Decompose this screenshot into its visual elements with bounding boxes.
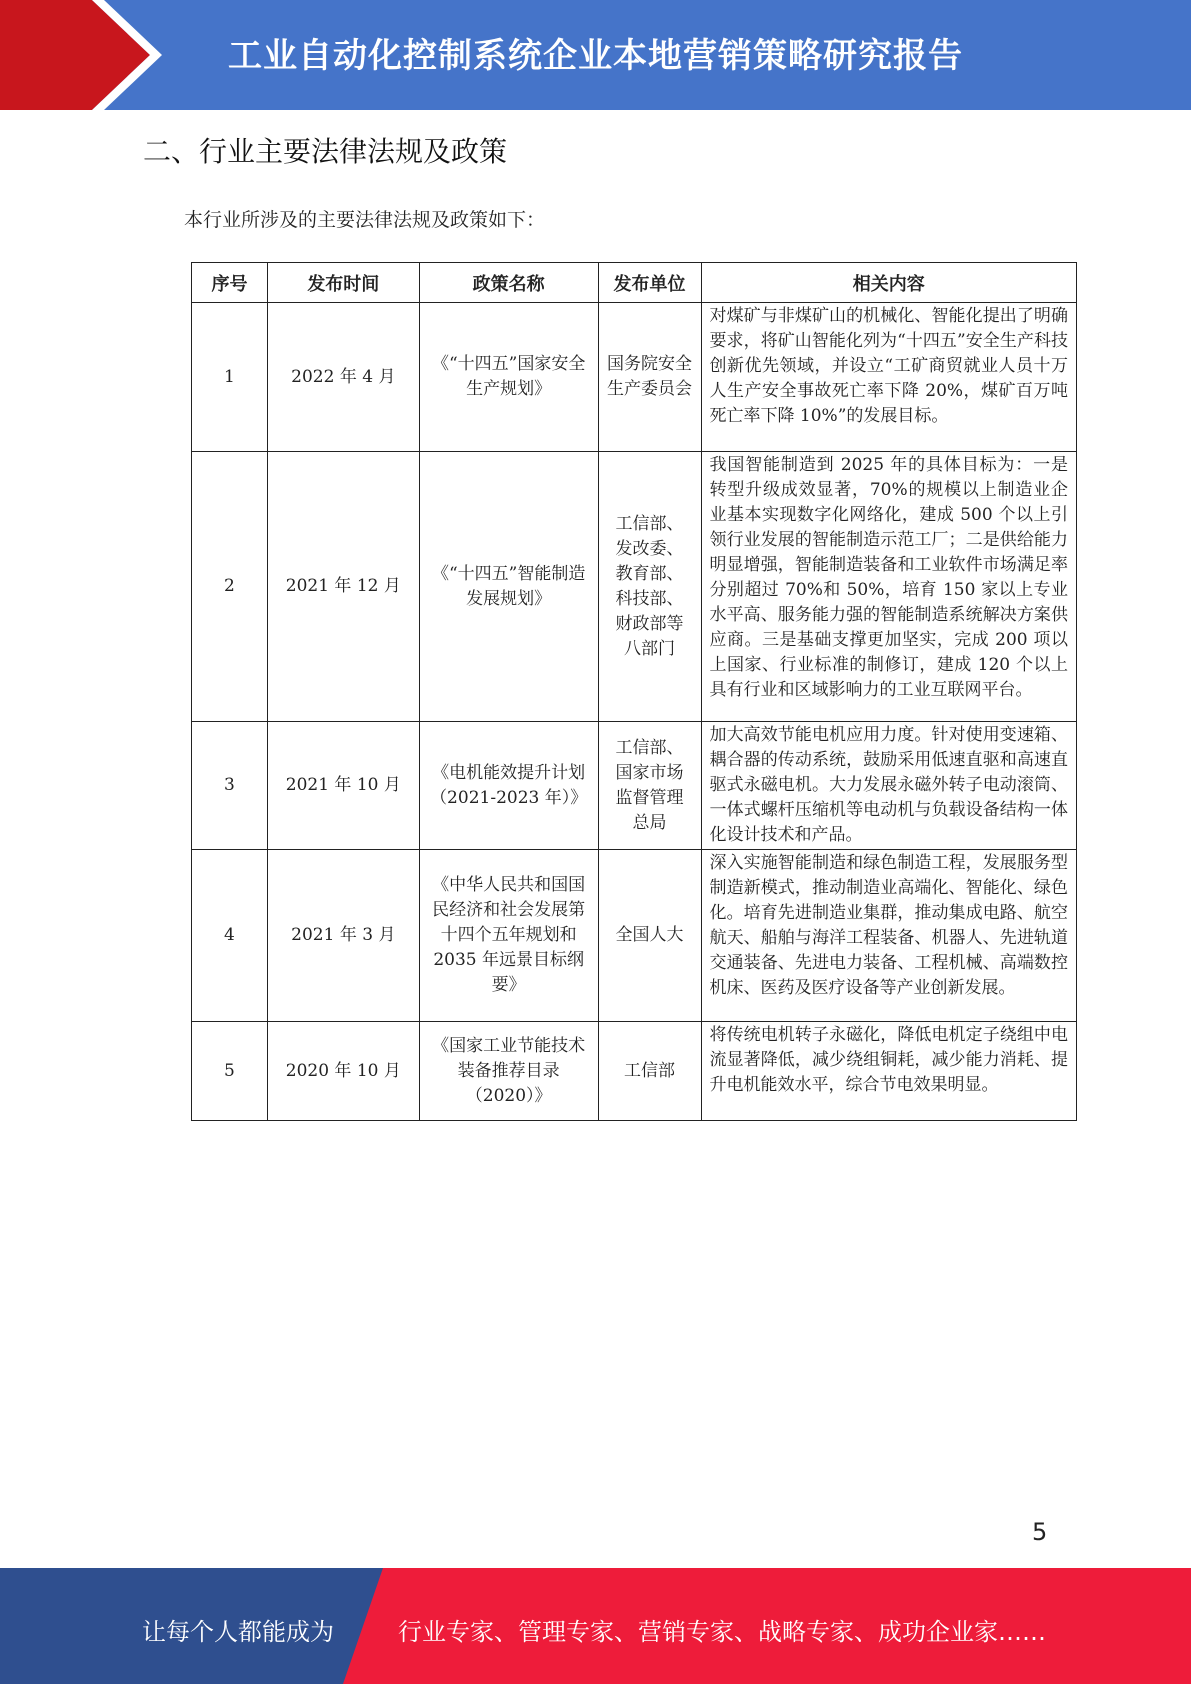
cell-no: 5 bbox=[192, 1022, 268, 1121]
cell-date: 2021 年 3 月 bbox=[267, 850, 419, 1022]
cell-issuer: 国务院安全生产委员会 bbox=[598, 303, 701, 452]
cell-issuer: 工信部 bbox=[598, 1022, 701, 1121]
cell-content: 将传统电机转子永磁化，降低电机定子绕组中电流显著降低，减少绕组铜耗，减少能力消耗、提升电机能效水平，综合节电效果明显。 bbox=[701, 1022, 1077, 1121]
cell-content: 深入实施智能制造和绿色制造工程，发展服务型制造新模式，推动制造业高端化、智能化、绿色化。培育先进制造业集群，推动集成电路、航空航天、船舶与海洋工程装备、机器人、先进轨道交通装备、先进电力装备、工程机械、高端数控机床、医药及医疗设备等产业创新发展。 bbox=[701, 850, 1077, 1022]
table-header-row bbox=[192, 263, 1077, 303]
header-chevron-graphic bbox=[0, 0, 170, 110]
footer-slogan-right: 行业专家、管理专家、营销专家、战略专家、成功企业家…… bbox=[398, 1618, 1046, 1646]
table-row bbox=[192, 303, 1077, 452]
header-no: 序号 bbox=[192, 263, 268, 303]
cell-name: 《电机能效提升计划（2021-2023 年）》 bbox=[419, 722, 598, 850]
table-row bbox=[192, 452, 1077, 722]
header-name: 政策名称 bbox=[419, 263, 598, 303]
header-content: 相关内容 bbox=[701, 263, 1077, 303]
policy-table bbox=[191, 262, 1077, 1121]
header-date: 发布时间 bbox=[267, 263, 419, 303]
table-row bbox=[192, 850, 1077, 1022]
page-footer bbox=[0, 1568, 1191, 1684]
section-title: 二、行业主要法律法规及政策 bbox=[143, 135, 508, 168]
cell-date: 2021 年 12 月 bbox=[267, 452, 419, 722]
cell-content: 加大高效节能电机应用力度。针对使用变速箱、耦合器的传动系统，鼓励采用低速直驱和高速直驱式永磁电机。大力发展永磁外转子电动滚筒、一体式螺杆压缩机等电动机与负载设备结构一体化设计技术和产品。 bbox=[701, 722, 1077, 850]
page-header bbox=[0, 0, 1191, 110]
cell-date: 2021 年 10 月 bbox=[267, 722, 419, 850]
cell-issuer: 全国人大 bbox=[598, 850, 701, 1022]
cell-date: 2022 年 4 月 bbox=[267, 303, 419, 452]
cell-no: 1 bbox=[192, 303, 268, 452]
page-number: 5 bbox=[1032, 1518, 1048, 1546]
section-intro: 本行业所涉及的主要法律法规及政策如下： bbox=[184, 209, 546, 231]
cell-no: 2 bbox=[192, 452, 268, 722]
cell-content: 我国智能制造到 2025 年的具体目标为：一是转型升级成效显著，70%的规模以上制造业企业基本实现数字化网络化，建成 500 个以上引领行业发展的智能制造示范工厂；二是供给能力明显增强，智能制造装备和工业软件市场满足率分别超过 70%和 50%，培育 150 家以上专业水平高、服务能力强的智能制造系统解决方案供应商。三是基础支撑更加坚实，完成 200 项以上国家、行业标准的制修订，建成 120 个以上具有行业和区域影响力的工业互联网平台。 bbox=[701, 452, 1077, 722]
cell-issuer: 工信部、 发改委、 教育部、 科技部、 财政部等 八部门 bbox=[598, 452, 701, 722]
cell-no: 4 bbox=[192, 850, 268, 1022]
cell-no: 3 bbox=[192, 722, 268, 850]
cell-name: 《国家工业节能技术装备推荐目录（2020）》 bbox=[419, 1022, 598, 1121]
header-issuer: 发布单位 bbox=[598, 263, 701, 303]
cell-date: 2020 年 10 月 bbox=[267, 1022, 419, 1121]
footer-slogan-left: 让每个人都能成为 bbox=[142, 1618, 334, 1646]
cell-issuer: 工信部、 国家市场 监督管理 总局 bbox=[598, 722, 701, 850]
table-row bbox=[192, 1022, 1077, 1121]
cell-name: 《“十四五”国家安全生产规划》 bbox=[419, 303, 598, 452]
cell-name: 《“十四五”智能制造发展规划》 bbox=[419, 452, 598, 722]
report-title: 工业自动化控制系统企业本地营销策略研究报告 bbox=[228, 36, 963, 76]
cell-content: 对煤矿与非煤矿山的机械化、智能化提出了明确要求，将矿山智能化列为“十四五”安全生产科技创新优先领域，并设立“工矿商贸就业人员十万人生产安全事故死亡率下降 20%，煤矿百万吨死亡率下降 10%”的发展目标。 bbox=[701, 303, 1077, 452]
table-row bbox=[192, 722, 1077, 850]
cell-name: 《中华人民共和国国民经济和社会发展第十四个五年规划和 2035 年远景目标纲要》 bbox=[419, 850, 598, 1022]
